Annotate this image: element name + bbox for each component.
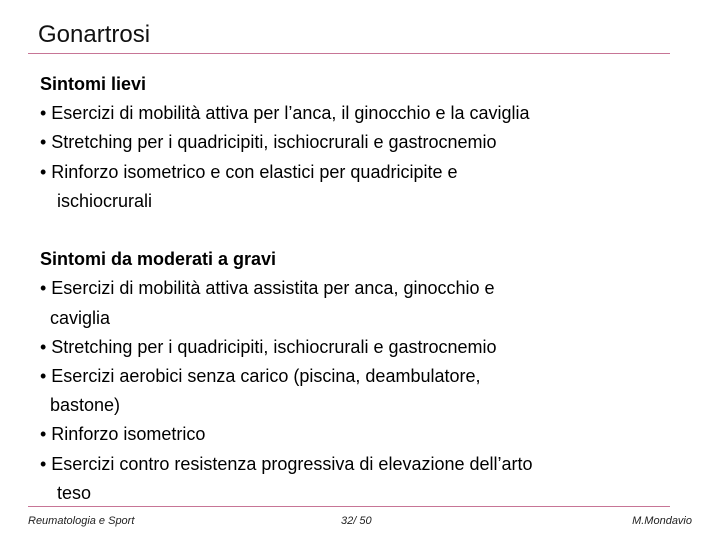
section-moderate-severe-symptoms	[40, 245, 680, 508]
section-heading: Sintomi da moderati a gravi	[40, 249, 277, 270]
section-mild-symptoms	[40, 70, 680, 216]
footer-course: Reumatologia e Sport	[28, 515, 135, 527]
slide-title: Gonartrosi	[38, 21, 151, 48]
bullet-item: • Rinforzo isometrico e con elastici per quadricipite e	[40, 161, 458, 182]
section-spacer	[40, 216, 680, 245]
footer-author: M.Mondavio	[632, 515, 692, 527]
bullet-item: • Esercizi di mobilità attiva per l’anca, il ginocchio e la caviglia	[40, 103, 530, 124]
slide-body	[40, 70, 680, 508]
bullet-item: • Rinforzo isometrico	[40, 424, 206, 445]
bullet-continuation: bastone)	[50, 395, 121, 416]
bullet-continuation: teso	[57, 482, 92, 503]
bullet-item: • Esercizi aerobici senza carico (piscina, deambulatore,	[40, 366, 481, 387]
bullet-item: • Esercizi contro resistenza progressiva di elevazione dell’arto	[40, 453, 533, 474]
section-heading: Sintomi lievi	[40, 74, 147, 94]
bullet-item: • Stretching per i quadricipiti, ischiocrurali e gastrocnemio	[40, 336, 497, 357]
bullet-continuation: caviglia	[50, 307, 111, 328]
bullet-item: • Esercizi di mobilità attiva assistita per anca, ginocchio e	[40, 278, 495, 299]
bullet-item: • Stretching per i quadricipiti, ischiocrurali e gastrocnemio	[40, 132, 497, 153]
bullet-continuation: ischiocrurali	[57, 190, 153, 211]
title-divider	[28, 53, 670, 54]
footer-page-number: 32/ 50	[341, 515, 372, 527]
footer-divider	[28, 506, 670, 507]
